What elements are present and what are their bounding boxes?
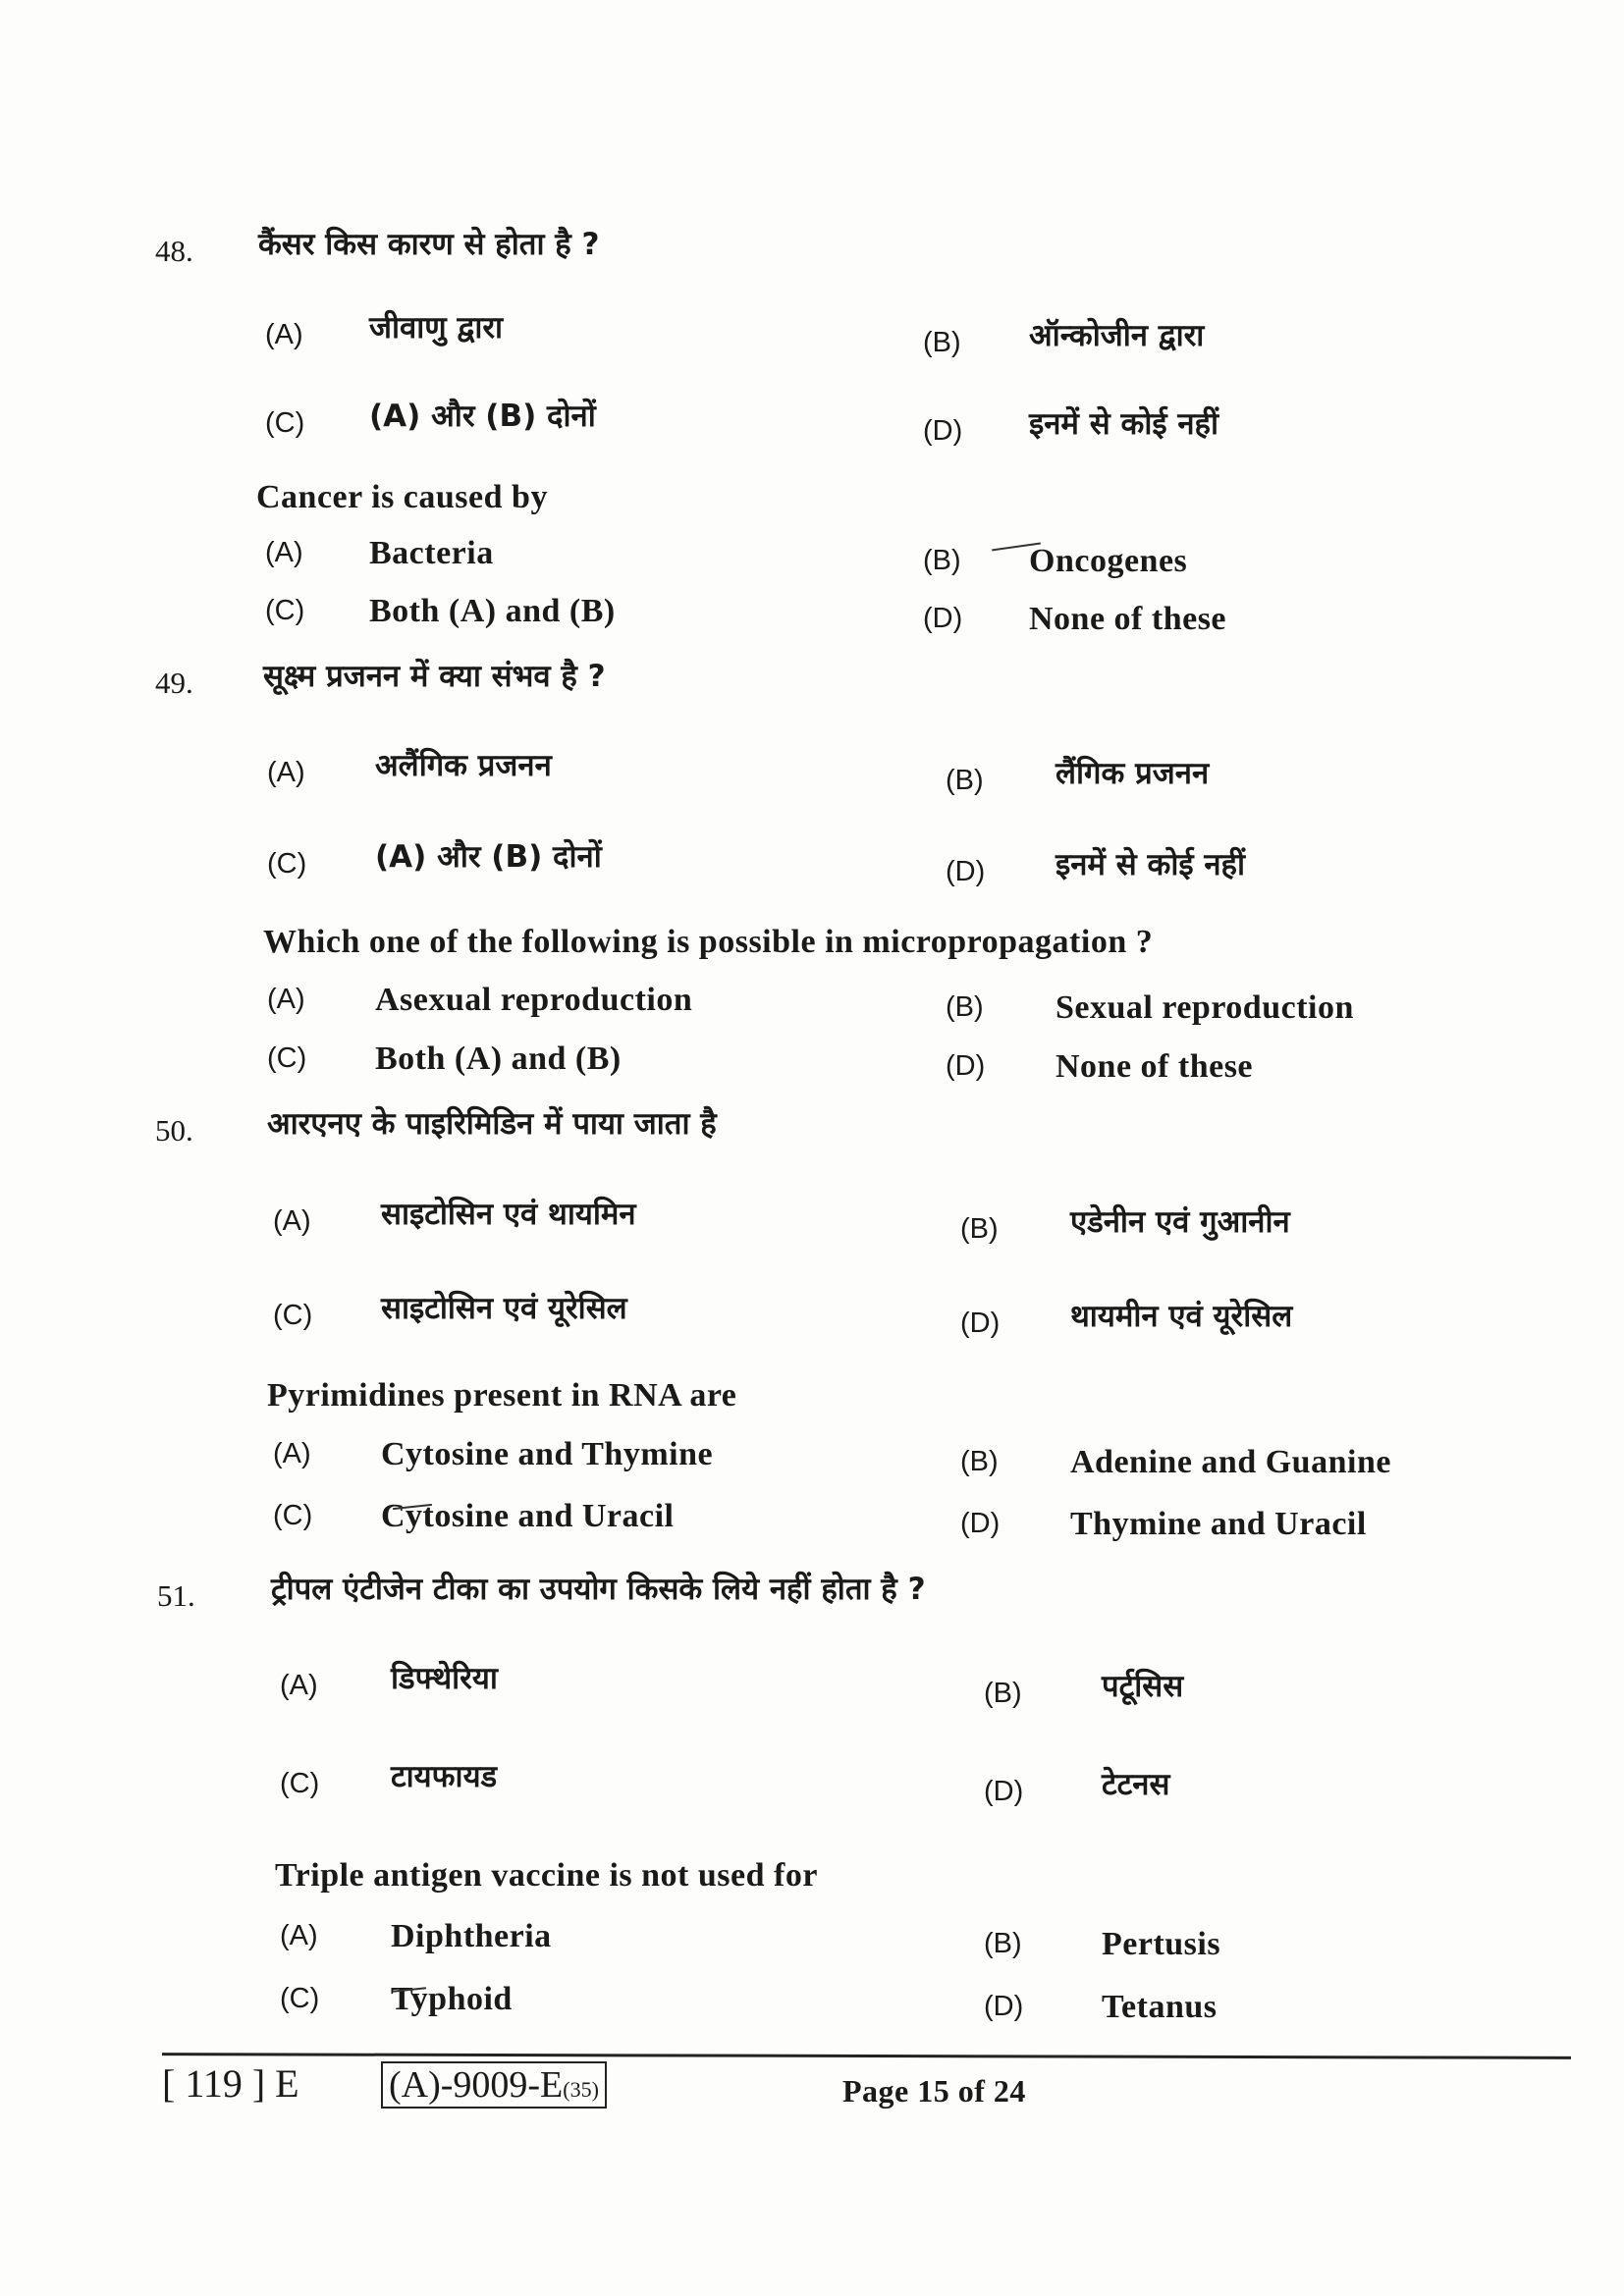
option-letter: (D) [984,1991,1024,2022]
option-letter: (A) [267,984,305,1015]
option-text: Cytosine and Uracil [381,1498,675,1534]
option-letter: (B) [923,327,961,358]
question-text-hindi: आरएनए के पाइरिमिडिन में पाया जाता है [267,1106,717,1142]
option-letter: (C) [265,407,305,439]
option-letter: (D) [923,415,963,447]
option-letter: (D) [923,603,963,634]
option-text: जीवाणु द्वारा [369,310,504,346]
option-letter: (A) [265,537,303,568]
question-text-english: Triple antigen vaccine is not used for [275,1857,818,1894]
option-letter: (C) [265,595,305,626]
footer-code: (A)-9009-E [389,2064,564,2106]
option-letter: (A) [267,757,305,788]
option-text: Oncogenes [1029,543,1188,579]
option-text: अलैंगिक प्रजनन [375,748,552,783]
footer-code-sub: (35) [563,2077,599,2102]
option-text: थायमीन एवं यूरेसिल [1070,1299,1293,1334]
option-letter: (C) [273,1300,313,1331]
option-text: Thymine and Uracil [1070,1506,1367,1542]
option-text: Both (A) and (B) [375,1041,622,1077]
option-letter: (A) [273,1438,311,1469]
option-text: साइटोसिन एवं थायमिन [381,1197,636,1232]
option-text: इनमें से कोई नहीं [1029,406,1219,442]
option-text: Diphtheria [391,1918,552,1954]
option-letter: (D) [960,1308,1001,1339]
option-text: टायफायड [391,1759,498,1794]
option-text: Typhoid [391,1981,513,2017]
question-text-hindi: सूक्ष्म प्रजनन में क्या संभव है ? [263,659,606,694]
option-letter: (B) [946,765,984,796]
question-number: 51. [157,1578,195,1613]
footer-paper-number: [ 119 ] E [162,2061,299,2106]
question-text-hindi: ट्रीपल एंटीजेन टीका का उपयोग किसके लिये नहीं होता है ? [271,1572,926,1607]
question-number: 48. [155,234,193,268]
option-text: पर्टूसिस [1102,1669,1184,1704]
footer-code-box [381,2061,607,2109]
question-number: 50. [155,1113,193,1148]
option-letter: (C) [280,1768,320,1799]
option-text: Sexual reproduction [1056,989,1354,1026]
option-text: Tetanus [1102,1989,1218,2025]
option-letter: (B) [946,991,984,1023]
question-text-hindi: कैंसर किस कारण से होता है ? [258,227,600,262]
option-text: Asexual reproduction [375,982,693,1018]
option-letter: (D) [984,1776,1024,1807]
option-letter: (A) [273,1205,311,1237]
option-text: डिफ्थेरिया [391,1661,498,1696]
question-text-english: Pyrimidines present in RNA are [267,1377,737,1414]
option-text: साइटोसिन एवं यूरेसिल [381,1291,627,1326]
option-text: Adenine and Guanine [1070,1444,1391,1480]
option-text: एडेनीन एवं गुआनीन [1070,1204,1290,1240]
option-text: इनमें से कोई नहीं [1056,847,1246,882]
option-text: Both (A) and (B) [369,593,616,629]
option-letter: (C) [280,1983,320,2014]
option-letter: (C) [273,1500,313,1531]
option-letter: (C) [267,848,307,880]
option-letter: (B) [960,1213,999,1245]
question-number: 49. [155,666,193,700]
option-text: None of these [1056,1048,1254,1085]
footer-page-number: Page 15 of 24 [842,2073,1026,2109]
option-text: Bacteria [369,535,494,571]
option-letter: (B) [960,1446,999,1477]
option-letter: (D) [946,856,986,887]
question-text-english: Cancer is caused by [256,479,548,515]
option-letter: (A) [280,1920,318,1951]
option-text: (A) और (B) दोनों [375,839,602,875]
option-letter: (A) [265,319,303,350]
question-text-english: Which one of the following is possible in micropropagation ? [263,924,1154,960]
option-letter: (B) [923,545,961,576]
option-text: ऑन्कोजीन द्वारा [1029,318,1205,353]
option-letter: (C) [267,1042,307,1074]
option-letter: (A) [280,1670,318,1701]
option-text: Pertusis [1102,1926,1221,1962]
option-text: टेटनस [1102,1767,1170,1802]
option-text: None of these [1029,601,1227,637]
option-letter: (D) [946,1050,986,1082]
option-letter: (B) [984,1678,1022,1709]
option-letter: (D) [960,1508,1001,1539]
option-text: Cytosine and Thymine [381,1436,714,1472]
option-letter: (B) [984,1928,1022,1959]
option-text: (A) और (B) दोनों [369,399,596,434]
option-text: लैंगिक प्रजनन [1056,756,1210,791]
footer-rule [162,2053,1571,2059]
